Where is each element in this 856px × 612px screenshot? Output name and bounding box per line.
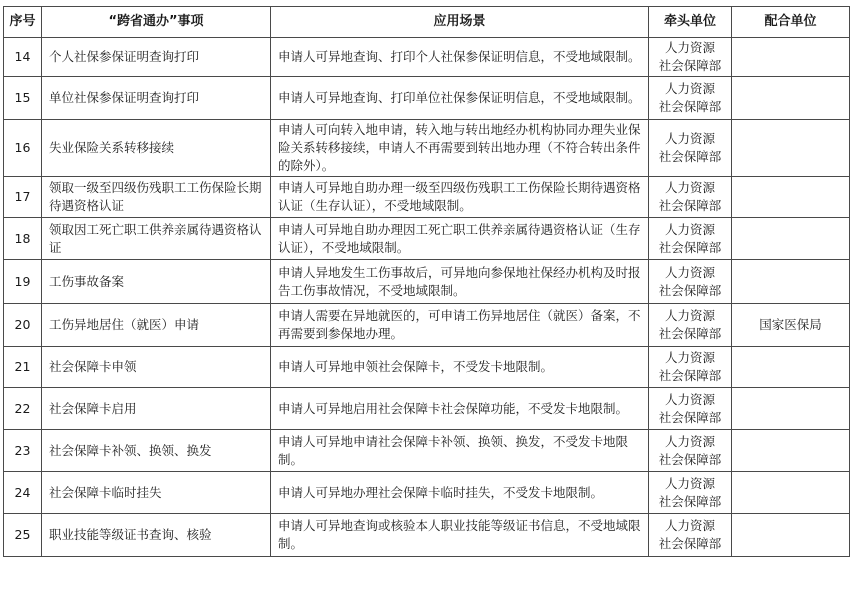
table-row — [4, 77, 850, 120]
row-item: 个人社保参保证明查询打印 — [42, 38, 271, 77]
row-scene: 申请人可异地启用社会保障卡社会保障功能，不受发卡地限制。 — [271, 388, 649, 430]
table-row — [4, 472, 850, 514]
row-lead-unit: 人力资源 社会保障部 — [649, 388, 732, 430]
row-item: 单位社保参保证明查询打印 — [42, 77, 271, 120]
row-item: 失业保险关系转移接续 — [42, 120, 271, 177]
row-lead-unit: 人力资源 社会保障部 — [649, 472, 732, 514]
row-number: 24 — [4, 472, 42, 514]
row-coop-unit — [732, 177, 850, 218]
row-lead-unit: 人力资源 社会保障部 — [649, 120, 732, 177]
row-scene: 申请人可异地查询、打印个人社保参保证明信息，不受地域限制。 — [271, 38, 649, 77]
table-row — [4, 260, 850, 304]
row-number: 22 — [4, 388, 42, 430]
row-item: 社会保障卡启用 — [42, 388, 271, 430]
row-scene: 申请人可异地自助办理一级至四级伤残职工工伤保险长期待遇资格认证（生存认证），不受地域限制。 — [271, 177, 649, 218]
row-number: 14 — [4, 38, 42, 77]
row-number: 19 — [4, 260, 42, 304]
row-coop-unit — [732, 347, 850, 388]
table-row — [4, 38, 850, 77]
row-number: 20 — [4, 304, 42, 347]
header-scene: 应用场景 — [271, 7, 649, 38]
header-num: 序号 — [4, 7, 42, 38]
row-scene: 申请人可向转入地申请，转入地与转出地经办机构协同办理失业保险关系转移接续，申请人不再需要到转出地办理（不符合转出条件的除外）。 — [271, 120, 649, 177]
table-row — [4, 218, 850, 260]
row-item: 工伤事故备案 — [42, 260, 271, 304]
row-coop-unit — [732, 430, 850, 472]
header-lead: 牵头单位 — [649, 7, 732, 38]
row-scene: 申请人可异地办理社会保障卡临时挂失，不受发卡地限制。 — [271, 472, 649, 514]
row-scene: 申请人需要在异地就医的，可申请工伤异地居住（就医）备案，不再需要到参保地办理。 — [271, 304, 649, 347]
header-coop: 配合单位 — [732, 7, 850, 38]
row-number: 16 — [4, 120, 42, 177]
row-item: 社会保障卡临时挂失 — [42, 472, 271, 514]
row-coop-unit — [732, 38, 850, 77]
row-coop-unit — [732, 388, 850, 430]
row-lead-unit: 人力资源 社会保障部 — [649, 218, 732, 260]
header-item: “跨省通办”事项 — [42, 7, 271, 38]
table-row — [4, 177, 850, 218]
row-coop-unit — [732, 514, 850, 557]
table-row — [4, 388, 850, 430]
row-scene: 申请人可异地查询或核验本人职业技能等级证书信息，不受地域限制。 — [271, 514, 649, 557]
row-item: 领取一级至四级伤残职工工伤保险长期待遇资格认证 — [42, 177, 271, 218]
row-lead-unit: 人力资源 社会保障部 — [649, 77, 732, 120]
services-table — [3, 6, 850, 557]
row-item: 领取因工死亡职工供养亲属待遇资格认证 — [42, 218, 271, 260]
row-lead-unit: 人力资源 社会保障部 — [649, 347, 732, 388]
row-number: 23 — [4, 430, 42, 472]
row-number: 17 — [4, 177, 42, 218]
row-lead-unit: 人力资源 社会保障部 — [649, 38, 732, 77]
row-item: 社会保障卡申领 — [42, 347, 271, 388]
row-lead-unit: 人力资源 社会保障部 — [649, 177, 732, 218]
table-row — [4, 120, 850, 177]
table-row — [4, 430, 850, 472]
table-row — [4, 304, 850, 347]
row-lead-unit: 人力资源 社会保障部 — [649, 260, 732, 304]
row-number: 21 — [4, 347, 42, 388]
row-item: 工伤异地居住（就医）申请 — [42, 304, 271, 347]
row-number: 15 — [4, 77, 42, 120]
header-row — [4, 7, 850, 38]
row-coop-unit — [732, 120, 850, 177]
row-coop-unit — [732, 472, 850, 514]
table-row — [4, 347, 850, 388]
row-scene: 申请人可异地申请社会保障卡补领、换领、换发，不受发卡地限制。 — [271, 430, 649, 472]
row-scene: 申请人可异地自助办理因工死亡职工供养亲属待遇资格认证（生存认证），不受地域限制。 — [271, 218, 649, 260]
row-scene: 申请人可异地申领社会保障卡，不受发卡地限制。 — [271, 347, 649, 388]
row-lead-unit: 人力资源 社会保障部 — [649, 430, 732, 472]
row-item: 社会保障卡补领、换领、换发 — [42, 430, 271, 472]
row-item: 职业技能等级证书查询、核验 — [42, 514, 271, 557]
row-number: 18 — [4, 218, 42, 260]
row-number: 25 — [4, 514, 42, 557]
row-scene: 申请人异地发生工伤事故后，可异地向参保地社保经办机构及时报告工伤事故情况，不受地域限制。 — [271, 260, 649, 304]
table-row — [4, 514, 850, 557]
row-coop-unit: 国家医保局 — [732, 304, 850, 347]
row-coop-unit — [732, 77, 850, 120]
row-coop-unit — [732, 260, 850, 304]
row-coop-unit — [732, 218, 850, 260]
row-lead-unit: 人力资源 社会保障部 — [649, 304, 732, 347]
row-scene: 申请人可异地查询、打印单位社保参保证明信息，不受地域限制。 — [271, 77, 649, 120]
row-lead-unit: 人力资源 社会保障部 — [649, 514, 732, 557]
